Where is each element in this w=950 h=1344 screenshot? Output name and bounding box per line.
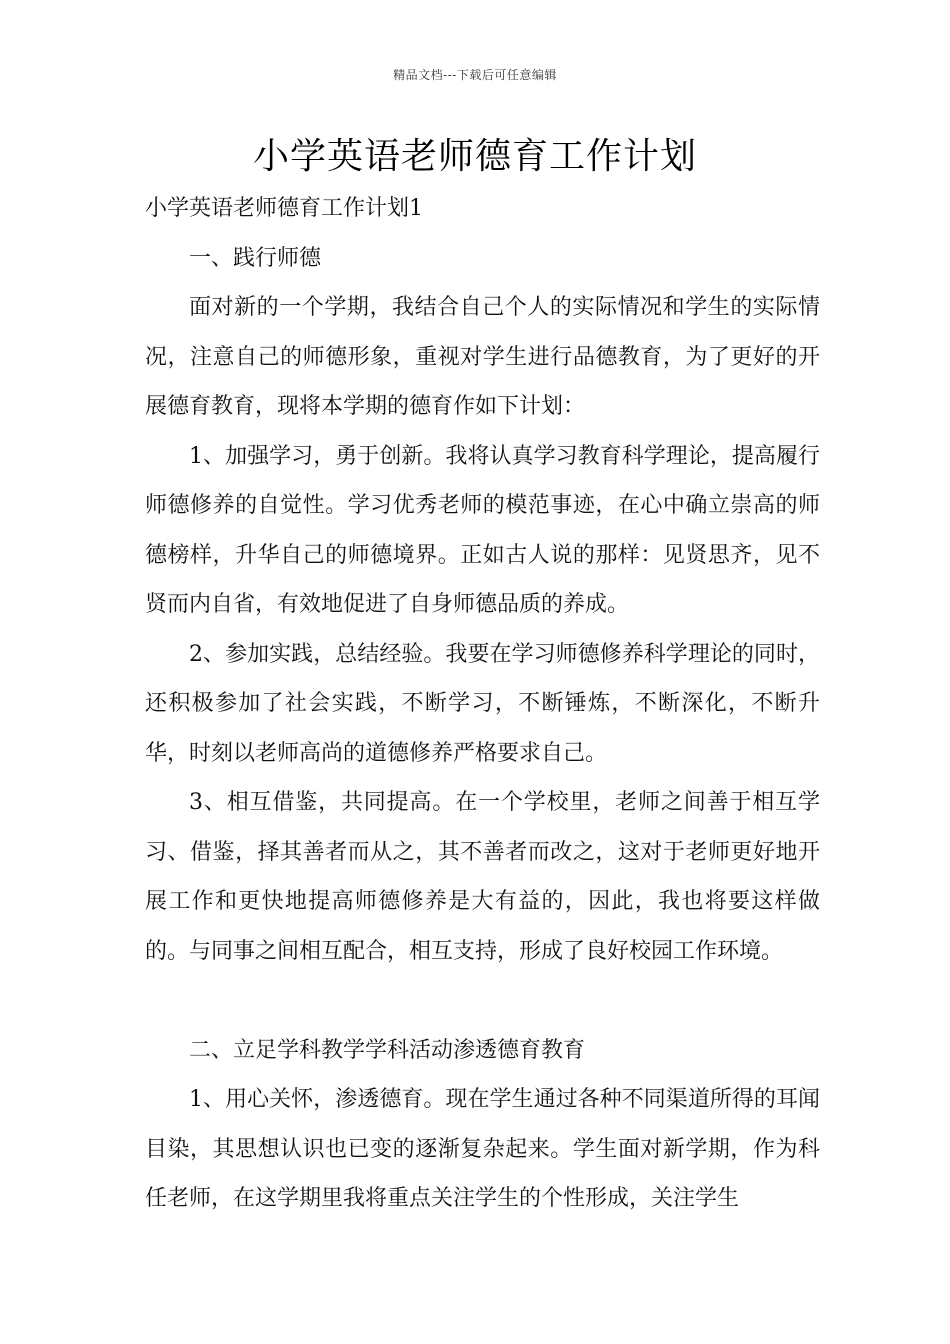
document-title: 小学英语老师德育工作计划 (252, 136, 697, 177)
document-body (145, 184, 820, 1224)
paragraph: 3、相互借鉴，共同提高。在一个学校里，老师之间善于相互学习、借鉴，择其善者而从之，其不善者而改之，这对于老师更好地开展工作和更快地提高师德修养是大有益的，因此，我也将要这样做的。与同事之间相互配合，相互支持，形成了良好校园工作环境。 (145, 790, 820, 964)
paragraph: 1、加强学习，勇于创新。我将认真学习教育科学理论，提高履行师德修养的自觉性。学习优秀老师的模范事迹，在心中确立崇高的师德榜样，升华自己的师德境界。正如古人说的那样：见贤思齐，见不贤而内自省，有效地促进了自身师德品质的养成。 (145, 443, 820, 617)
section-heading-1: 一、践行师德 (189, 245, 322, 271)
section-gap (145, 976, 820, 1026)
header-note: 精品文档---下载后可任意编辑 (393, 68, 557, 82)
section-heading-2: 二、立足学科教学学科活动渗透德育教育 (189, 1037, 586, 1063)
paragraph: 面对新的一个学期，我结合自己个人的实际情况和学生的实际情况，注意自己的师德形象，重视对学生进行品德教育，为了更好的开展德育教育，现将本学期的德育作如下计划： (145, 295, 820, 419)
paragraph: 2、参加实践，总结经验。我要在学习师德修养科学理论的同时，还积极参加了社会实践，不断学习，不断锤炼，不断深化，不断升华，时刻以老师高尚的道德修养严格要求自己。 (145, 641, 820, 766)
subtitle: 小学英语老师德育工作计划1 (145, 196, 423, 221)
paragraph: 1、用心关怀，渗透德育。现在学生通过各种不同渠道所得的耳闻目染，其思想认识也已变的逐渐复杂起来。学生面对新学期，作为科任老师，在这学期里我将重点关注学生的个性形成，关注学生 (145, 1087, 820, 1211)
